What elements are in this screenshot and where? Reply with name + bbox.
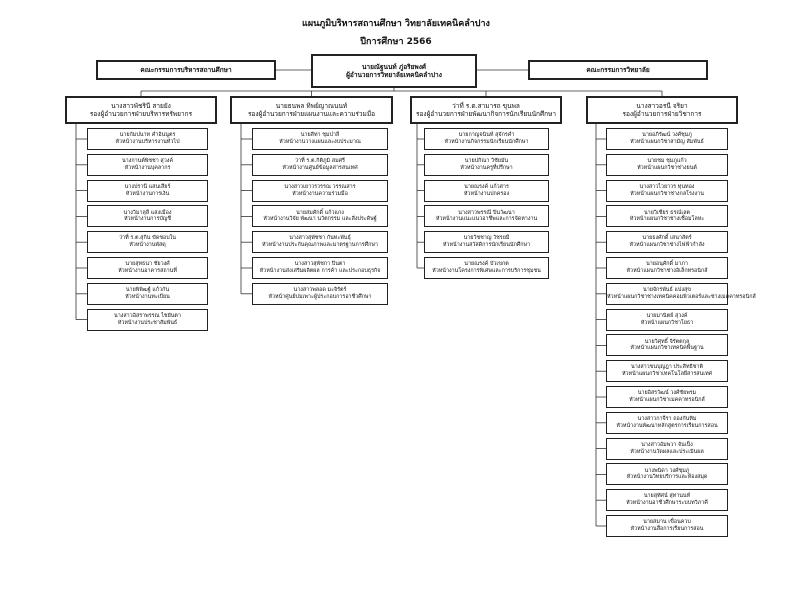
staff-title: หัวหน้างานพัฒนาหลักสูตรการเรียนการสอน [616,422,718,429]
staff-title: หัวหน้าแผนกวิชาช่างกลโรงงาน [630,190,704,197]
staff-name: นางพนิดา วงศ์ชุมภู [644,467,690,474]
staff-title: หัวหน้างานพัสดุ [129,242,166,249]
staff-name: นายวิศุทธิ์ จิรัตตกุล [644,338,690,345]
staff-box [606,386,728,408]
staff-box [424,154,549,176]
staff-box [252,231,388,253]
staff-title: หัวหน้างานการบัญชี [123,216,172,223]
staff-name: ว่าที่ ร.ต.สุกิน ขัดชอบใน [119,235,176,242]
staff-title: หัวหน้างานศูนย์ข้อมูลสารสนเทศ [282,164,358,171]
staff-name: นายอิสรวัฒน์ วงศ์ชัยพรม [637,390,697,397]
staff-title: หัวหน้างานวิจัย พัฒนา นวัตกรรม และสิ่งประดิษฐ์ [263,216,377,223]
staff-name: นางสาวพลอด มะจิรัตร์ [293,287,347,294]
staff-box [606,438,728,460]
staff-name: นางสาวอัมพวา จันเป็ง [641,441,693,448]
staff-title: หัวหน้างานบุคลากร [124,164,171,171]
staff-name: นายพิพิฒฐ์ แก้วกัน [125,287,170,294]
staff-box [252,257,388,279]
staff-box [252,154,388,176]
staff-name: นายชม ชุมภูแก้ว [647,158,687,165]
staff-name: นายวิชชาญ วัชรยมี [463,235,510,242]
deputy-box [410,96,562,124]
staff-title: หัวหน้างานแนะแนวอาชีพและการจัดหางาน [435,216,538,223]
staff-name: นางสาวขนบุญฎา ประสิทธิชาติ [631,364,703,371]
deputy-title: รองผู้อำนวยการฝ่ายบริหารทรัพยากร [89,110,193,118]
director-title: ผู้อำนวยการวิทยาลัยเทคนิคลำปาง [346,71,442,79]
staff-title: หัวหน้างานวัดผลและประเมินผล [630,448,704,455]
staff-box [606,515,728,537]
staff-box [606,257,728,279]
staff-title: หัวหน้าศูนย์บ่มเพาะผู้ประกอบการอาชีวศึกษา [268,293,372,300]
staff-title: หัวหน้างานครูที่ปรึกษา [460,164,513,171]
staff-name: ว่าที่ ร.ต.กิติภูมิ สมศรี [295,158,345,165]
staff-title: หัวหน้างานอาชีวศึกษาระบบทวิภาคี [626,500,708,507]
deputy-name: นางสาวพัชรินี สายยัง [111,101,171,110]
staff-title: หัวหน้างานสื่อการเรียนการสอน [630,526,704,532]
staff-name: นางสาวพรรณี ปินวัฒนา [458,209,515,216]
staff-title: หัวหน้างานประกันคุณภาพและมาตรฐานการศึกษา [262,242,378,249]
staff-box [606,360,728,382]
staff-title: หัวหน้างานปกครอง [463,190,510,197]
staff-box [252,283,388,305]
deputy-box [586,96,738,124]
staff-title: หัวหน้าแผนกวิชาช่างเทคนิคคอมพิวเตอร์และช่างเมคคาทรอนิกส์ [607,293,756,300]
staff-name: นางสาวสุพัชชา กันทะพันธุ์ [289,235,351,242]
staff-title: หัวหน้าแผนกวิชาช่างเชื่อมโลหะ [629,216,705,223]
deputy-title: รองผู้อำนวยการฝ่ายแผนงานและความร่วมมือ [247,110,376,118]
staff-name: นายอนุศักดิ์ มาภา [646,261,688,268]
staff-title: หัวหน้างานทะเบียน [125,293,170,300]
staff-name: นายมานิตย์ สุวงค์ [646,312,688,319]
staff-title: หัวหน้างานความร่วมมือ [292,190,348,197]
chart-year: ปีการศึกษา 2566 [360,37,432,47]
staff-name: นางสาวเยาวรวรรณ วรรณสาร [284,183,356,190]
staff-title: หัวหน้างานวางแผนและงบประมาณ [279,139,361,145]
staff-box [606,128,728,150]
staff-box [424,180,549,202]
committee-left-label: คณะกรรมการบริหารสถานศึกษา [140,65,232,74]
chart-title: แผนภูมิบริหารสถานศึกษา วิทยาลัยเทคนิคลำปาง [302,19,490,29]
staff-title: หัวหน้างานการเงิน [125,190,170,197]
staff-name: นายสิทา ชุมปาลี [300,132,340,139]
staff-box [606,463,728,485]
staff-name: นางกานต์พิชชา สุวงค์ [122,158,173,165]
deputy-name: นายธนพล ทิพย์ญาณนนท์ [275,101,348,110]
staff-title: หัวหน้าแผนกวิชาเทคโนโลยีสารสนเทศ [621,371,713,378]
staff-name: นายสมาน เขื่อนควบ [643,519,691,526]
staff-name: นายณรงค์ แก้วสาร [464,183,509,190]
staff-title: หัวหน้างานโครงการพิเศษและการบริการชุมชน [432,268,541,274]
staff-title: หัวหน้าแผนกวิชาช่างไฟฟ้ากำลัง [629,242,705,249]
committee-right-label: คณะกรรมการวิทยาลัย [586,65,650,74]
staff-title: หัวหน้างานวิทยบริการและห้องสมุด [626,474,708,481]
staff-name: นายอภิรัฒน์ วงศ์ชุมภู [642,132,692,139]
staff-name: นางสาวอิสราพรรณ ไชยันตา [114,312,181,319]
staff-title: หัวหน้างานสวัสดิการนักเรียนนักศึกษา [442,242,531,249]
deputy-name: ว่าที่ ร.ต.สามารถ ขุนพล [452,101,520,110]
director-name: นายณัฐนนท์ ภู่อริยพงศ์ [361,62,427,71]
staff-title: หัวหน้างานกิจกรรมนักเรียนนักศึกษา [444,139,529,145]
staff-box [252,128,388,150]
staff-box [252,180,388,202]
staff-box [87,257,208,279]
staff-box [87,205,208,227]
staff-title: หัวหน้าแผนกวิชาช่างอิเล็กทรอนิกส์ [626,268,708,274]
staff-box [606,154,728,176]
staff-name: นายสมศักดิ์ แก้วแกง [296,209,344,216]
staff-box [87,128,208,150]
staff-box [87,309,208,331]
staff-name: นางสาวสุพัชกา ปินตา [294,261,346,268]
staff-title: หัวหน้างานส่งเสริมผลิตผล การค้า และประกอบธุรกิจ [259,268,381,274]
staff-name: นายสุทธนา ชัยวงศ์ [125,261,170,268]
staff-box [606,283,756,305]
staff-name: นายธงศักดิ์ เสนาสัตร์ [642,235,692,242]
staff-title: หัวหน้าแผนกวิชาเมคคาทรอนิกส์ [629,397,705,403]
staff-box [87,180,208,202]
deputy-name: นางสาวอรนี จริยา [636,101,688,110]
staff-box [606,309,728,331]
staff-name: นายสุทัศน์ สุทานนท์ [643,493,691,500]
staff-box [87,154,208,176]
staff-box [87,231,208,253]
deputy-box [230,96,393,124]
staff-title: หัวหน้างานอาคารสถานที่ [118,268,177,274]
staff-box [606,231,728,253]
staff-box [606,334,728,356]
staff-box [606,489,728,511]
staff-box [424,231,549,253]
staff-box [424,205,549,227]
staff-name: นายกัมปนาท คำอินนูตร [119,132,176,139]
staff-title: หัวหน้าแผนกวิชาโยธา [640,319,694,326]
staff-name: นายณรงค์ บัวเขกต [464,261,509,268]
staff-name: นางวิมาลุลี แสงเมือง [123,209,172,216]
staff-box [252,205,388,227]
staff-name: นายจักรพันธ์ แปงสุข [643,287,691,294]
staff-box [606,412,728,434]
staff-title: หัวหน้าแผนกวิชาช่างยนต์ [637,164,697,171]
deputy-title: รองผู้อำนวยการฝ่ายวิชาการ [622,110,702,118]
staff-box [424,128,549,150]
staff-title: หัวหน้างานบริหารงานทั่วไป [115,139,180,145]
staff-name: นางปรานี แสนเสียร์ [124,183,171,190]
staff-name: นายวิเชียร ธรณ์เลต [644,209,690,216]
deputy-box [65,96,217,124]
staff-name: นางสาวไวยาวร ทุนทอง [639,183,695,190]
staff-name: นางสาวกาจีรา ถองกันทิม [637,416,697,423]
staff-title: หัวหน้างานประชาสัมพันธ์ [117,319,178,326]
staff-name: นายกาญจนินท์ สุจักรคำ [458,132,515,139]
staff-title: หัวหน้าแผนกวิชาเทคนิคพื้นฐาน [630,345,704,352]
staff-box [606,205,728,227]
staff-name: นายปกิณา วิชัยมัน [464,158,509,165]
staff-title: หัวหน้าแผนกวิชาสามัญ สัมพันธ์ [630,139,704,145]
staff-box [606,180,728,202]
staff-box [87,283,208,305]
deputy-title: รองผู้อำนวยการฝ่ายพัฒนากิจการนักเรียนนักศึกษา [416,110,556,118]
staff-box [424,257,549,279]
